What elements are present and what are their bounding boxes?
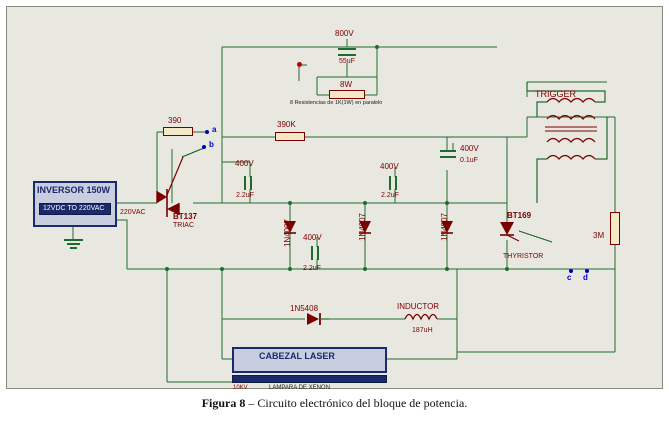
cap-main-800v-value: 55uF (339, 58, 355, 65)
circuit-diagram-frame (6, 6, 663, 389)
resistor-bank-note: 8 Resistencias de 1K(1W) en paralelo (290, 100, 383, 106)
terminal-b-dot (202, 145, 206, 149)
cap-400v-a-voltage: 400V (235, 159, 254, 168)
cap-main-800v-plate-bottom (338, 54, 356, 56)
node-bus-mid-1 (288, 201, 292, 205)
cap-400v-c-voltage: 400V (303, 233, 322, 242)
cap-400v-a-plate-left (244, 176, 246, 190)
cap-400v-trigger-value: 0.1uF (460, 157, 478, 164)
figure-caption-bold: Figura 8 (201, 396, 246, 410)
node-bus-mid-3 (445, 201, 449, 205)
resistor-390-label: 390 (168, 116, 182, 125)
cap-main-800v-voltage: 800V (335, 29, 354, 38)
cap-400v-trigger-voltage: 400V (460, 144, 479, 153)
inductor-label: INDUCTOR (397, 302, 440, 311)
resistor-bank-8w (329, 90, 365, 99)
cap-400v-a-value: 2.2uF (236, 192, 254, 199)
ground-bar-1 (64, 239, 83, 241)
figure-caption-text: – Circuito electrónico del bloque de potencia. (245, 396, 468, 410)
resistor-3m (610, 212, 620, 245)
triac-bt137-label: BT137 (173, 212, 198, 221)
triac-bt137-sub: TRIAC (173, 222, 194, 229)
laser-head-lamp-bar (232, 375, 387, 383)
trigger-transformer-label: TRIGGER (535, 89, 577, 99)
cap-400v-b-voltage: 400V (380, 162, 399, 171)
laser-head-hv-label: 10KV (233, 385, 248, 391)
inductor-symbol (405, 315, 437, 320)
resistor-390k-label: 390K (277, 120, 296, 129)
thyristor-bt169-sub: THYRISTOR (503, 253, 544, 260)
diode-1n5408-label: 1N5408 (290, 304, 319, 313)
node-bus-low-3 (445, 267, 449, 271)
resistor-390 (163, 127, 193, 136)
laser-head-lamp-label: LAMPARA DE XENON (269, 385, 330, 391)
node-bus-low-4 (220, 267, 224, 271)
inverter-title: INVERSOR 150W (37, 185, 111, 195)
cap-400v-trigger-plate-top (440, 150, 456, 152)
inverter-subtitle: 12VDC TO 220VAC (43, 205, 105, 212)
resistor-3m-label: 3M (593, 231, 605, 240)
diode-d2-label: 1N4007 (358, 213, 367, 242)
terminal-a-dot (205, 130, 209, 134)
node-bus-low-1 (288, 267, 292, 271)
node-bus-low-5 (165, 267, 169, 271)
trigger-transformer-symbol (545, 99, 597, 160)
terminal-d-label: d (583, 273, 588, 282)
terminal-c-label: c (567, 273, 572, 282)
cap-400v-c-plate-left (311, 246, 313, 260)
terminal-a-label: a (212, 125, 217, 134)
cap-400v-b-plate-left (389, 176, 391, 190)
ground-bar-3 (70, 247, 77, 249)
cap-400v-b-plate-right (395, 176, 397, 190)
diode-d1-label: 1N4007 (283, 219, 292, 248)
cap-main-800v-plate-top (338, 48, 356, 50)
terminal-b-label: b (209, 140, 214, 149)
inverter-output-label: 220VAC (120, 209, 146, 216)
thyristor-bt169-symbol (500, 222, 519, 241)
node-bus-low-6 (505, 267, 509, 271)
diode-d3-label: 1N4007 (440, 213, 449, 242)
resistor-bank-terminal-dot (297, 62, 302, 67)
triac-bt137-symbol (157, 157, 183, 217)
laser-head-title: CABEZAL LASER (259, 351, 335, 361)
cap-400v-trigger-plate-bottom (440, 156, 456, 158)
node-top-rail (375, 45, 379, 49)
diode-1n5408-symbol (307, 313, 329, 325)
ground-bar-2 (67, 243, 80, 245)
figure-caption (0, 396, 669, 411)
inductor-value: 187uH (412, 327, 433, 334)
node-bus-mid-2 (363, 201, 367, 205)
cap-400v-c-value: 2.2uF (303, 265, 321, 272)
resistor-bank-power-label: 8W (340, 80, 352, 89)
cap-400v-c-plate-right (317, 246, 319, 260)
node-bus-low-2 (363, 267, 367, 271)
resistor-390k (275, 132, 305, 141)
cap-400v-a-plate-right (250, 176, 252, 190)
cap-400v-b-value: 2.2uF (381, 192, 399, 199)
thyristor-bt169-label: BT169 (507, 211, 532, 220)
